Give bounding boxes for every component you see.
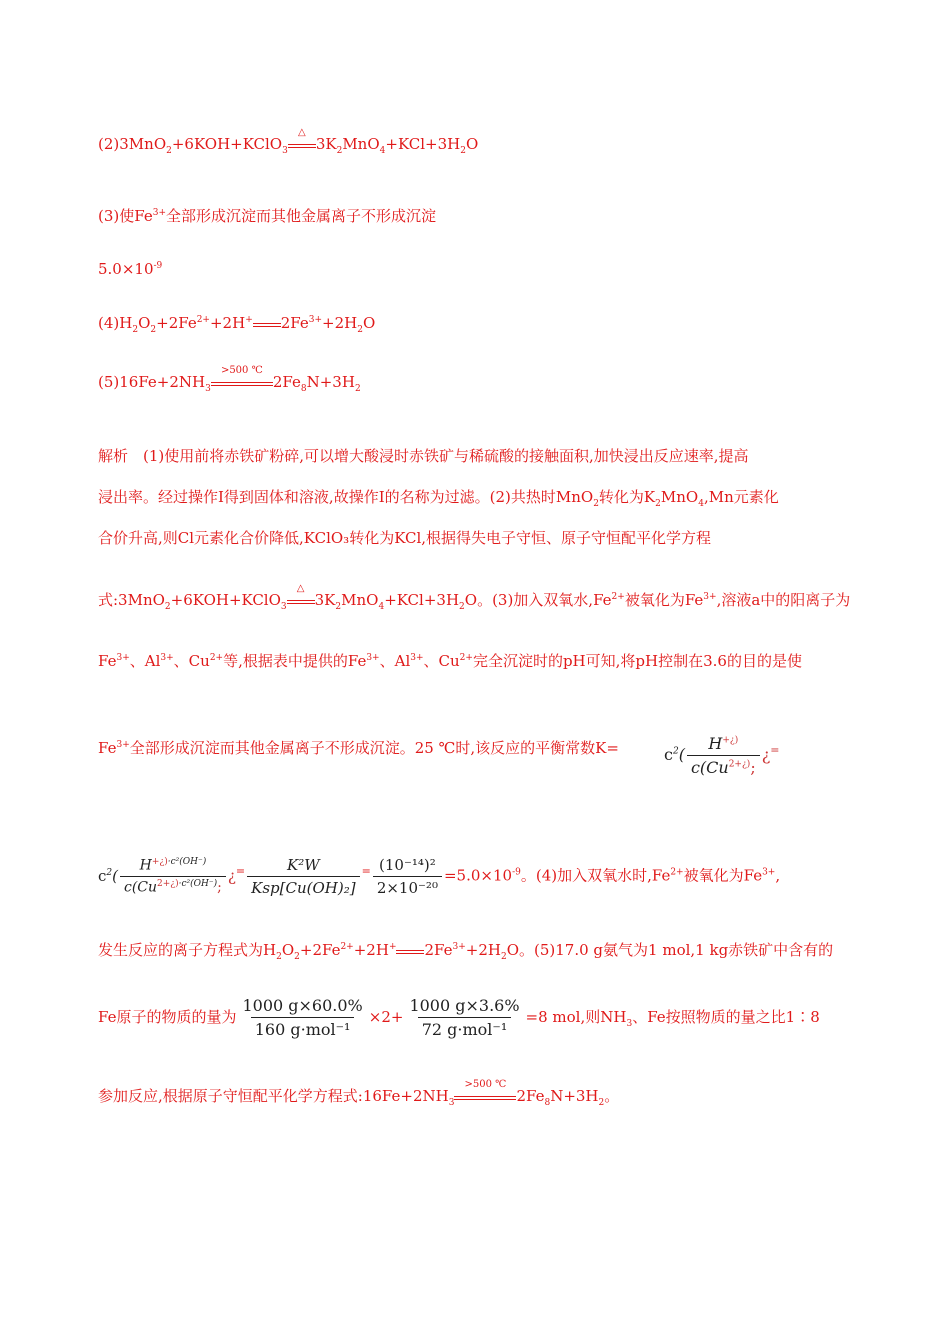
equals-arrow bbox=[253, 321, 281, 327]
answer-3-value: $5.0\times 10^{-9}$ bbox=[98, 260, 163, 278]
answer-4-equation: $(4)H_2O_2+2Fe^{2+}+2H^+$ $2Fe^{3+}+2H_2O$ bbox=[98, 314, 376, 335]
answer-3-text: (3)使$Fe^{3+}$全部形成沉淀而其他金属离子不形成沉淀 bbox=[98, 207, 437, 225]
answer-5-equation: $(5)16Fe+2NH_3$ >500 ℃ $2Fe_8N+3H_2$ bbox=[98, 365, 361, 394]
temperature-arrow-2: >500 ℃ bbox=[454, 1094, 516, 1100]
analysis-line-7: $c^2$( $\frac{H^{+¿)\cdot c^2(OH^-)}}{c(Cu^{2+¿)\cdot c^2(OH^-)};}$ ¿= $\frac{\text{K²W}}{\text{Ksp[Cu(OH)₂]}}$ = $\frac{\text{(10⁻¹⁴)²}}{\text{2×10⁻²⁰}}$ $=5.0\times 10^{-9}$。(4)加入双氧水时$,Fe^{2+}$被氧化为$Fe^{3+}$, bbox=[98, 856, 781, 897]
analysis-line-8: 发生反应的离子方程式为$H_2O_2+2Fe^{2+}+2H^+$ $2Fe^{3+}+2H_2O$。(5)17.0 g氨气为1 mol,1 kg赤铁矿中含有的 bbox=[98, 941, 834, 962]
heat-arrow-2: △ bbox=[287, 598, 315, 604]
k-expression-1: $c^2$( $\frac{H^{+¿)}}{c(Cu^{2+¿)};}$ ¿= bbox=[664, 734, 780, 777]
analysis-line-9: Fe原子的物质的量为 $\frac{1000 g\times 60.0\%}{\text{160 g·mol⁻¹}}$ ×2+ $\frac{1000 g\times 3.6\%}{\text{72 g·mol⁻¹}}$ =8 mol,则$NH_3$、Fe按照物质的量之比1∶8 bbox=[98, 996, 820, 1039]
analysis-line-1: 解析 (1)使用前将赤铁矿粉碎,可以增大酸浸时赤铁矿与稀硫酸的接触面积,加快浸出反应速率,提高 bbox=[98, 447, 749, 465]
analysis-line-5: $Fe^{3+}$、$Al^{3+}$、$Cu^{2+}$等,根据表中提供的$Fe^{3+}$、$Al^{3+}$、$Cu^{2+}$完全沉淀时的pH可知,将pH控制在3.6的目的是使 bbox=[98, 652, 802, 670]
equals-arrow-2 bbox=[396, 948, 424, 954]
analysis-line-6: $Fe^{3+}$全部形成沉淀而其他金属离子不形成沉淀。25 ℃时,该反应的平衡常数K= bbox=[98, 739, 619, 757]
analysis-line-2: 浸出率。经过操作Ⅰ得到固体和溶液,故操作Ⅰ的名称为过滤。(2)共热时MnO$_2$转化为$K_2MnO_4,Mn$元素化 bbox=[98, 488, 779, 509]
heat-arrow: △ bbox=[288, 142, 316, 148]
analysis-line-4: 式:3MnO$_2$+6KOH+KClO$_3$ △ $3K_2MnO_4+KCl+3H_2O$。(3)加入双氧水$,Fe^{2+}$被氧化为$Fe^{3+}$,溶液a中的阳离子为 bbox=[98, 583, 851, 612]
analysis-line-3: 合价升高,则Cl元素化合价降低,KClO₃转化为KCl,根据得失电子守恒、原子守恒配平化学方程 bbox=[98, 529, 712, 547]
analysis-line-10: 参加反应,根据原子守恒配平化学方程式$:16Fe+2NH_3$ >500 ℃ $2Fe_8N+3H_2$。 bbox=[98, 1079, 620, 1108]
answer-2-equation: (2)3MnO$_2$+6KOH+KClO$_3$ △ $3K_2MnO_4+KCl+3H_2O$ bbox=[98, 127, 479, 156]
temperature-arrow: >500 ℃ bbox=[211, 380, 273, 386]
